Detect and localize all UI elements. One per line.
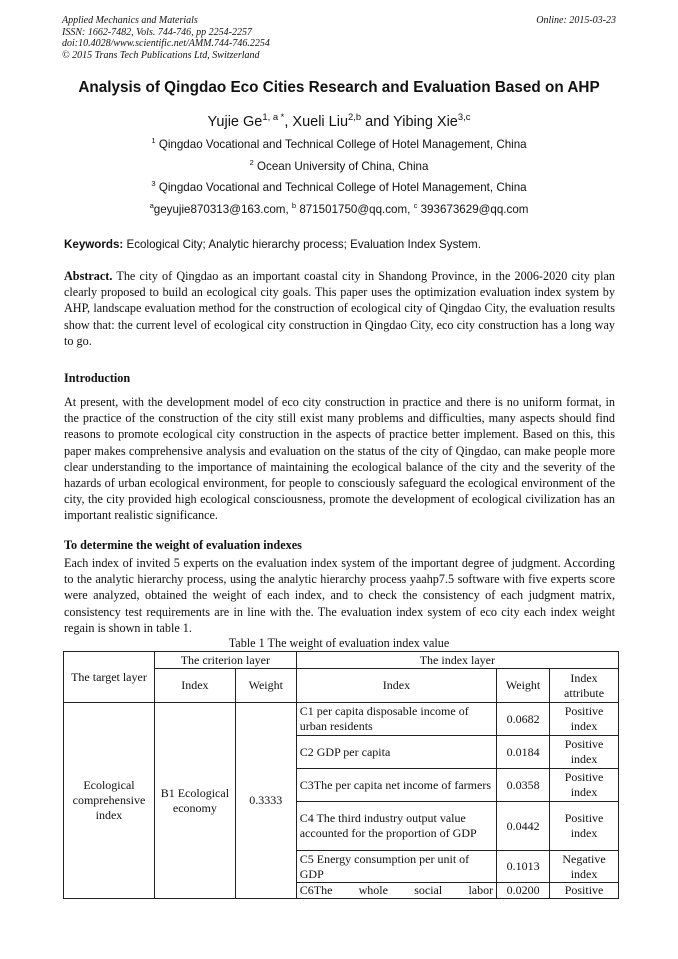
affiliation-text: Qingdao Vocational and Technical College of Hotel Management, China <box>158 138 527 151</box>
email-superscript: c <box>413 201 418 211</box>
author-superscript: 2,b <box>348 111 362 123</box>
attribute-cell: Positive index <box>550 802 619 851</box>
online-date: Online: 2015-03-23 <box>536 15 616 26</box>
section-heading-weights: To determine the weight of evaluation indexes <box>64 538 302 552</box>
email-address[interactable]: 871501750@qq.com <box>299 203 408 216</box>
attribute-cell: Positive index <box>550 703 619 736</box>
weight-cell: 0.1013 <box>497 851 550 883</box>
header-criterion-layer: The criterion layer <box>154 652 296 669</box>
index-cell: C3The per capita net income of farmers <box>296 769 496 802</box>
affiliation <box>0 138 678 151</box>
criterion-index-cell: B1 Ecological economy <box>154 703 235 899</box>
header-criterion-weight: Weight <box>235 669 296 703</box>
attribute-cell: Positive <box>550 883 619 899</box>
index-cell: C2 GDP per capita <box>296 736 496 769</box>
author-separator: and <box>365 114 394 130</box>
header-index-layer: The index layer <box>296 652 618 669</box>
weight-table <box>63 651 619 899</box>
journal-name: Applied Mechanics and Materials <box>62 15 198 26</box>
table-header-row <box>64 652 619 669</box>
abstract-label: Abstract. <box>64 269 113 283</box>
index-cell: C1 per capita disposable income of urban residents <box>296 703 496 736</box>
email-superscript: b <box>291 201 297 211</box>
keywords-label: Keywords: <box>64 238 124 251</box>
criterion-weight-cell: 0.3333 <box>235 703 296 899</box>
weight-cell: 0.0682 <box>497 703 550 736</box>
abstract-text: The city of Qingdao as an important coastal city in Shandong Province, in the 2006-2020 city plan clearly proposed to build an ecological city goals. This paper uses the optimization evaluation index system by AHP, landscape evaluation method for the construction of ecological city of Qingdao City, the evaluation results show that: the current level of ecological city construction in Qingdao City, eco city construction has a long way to go. <box>64 269 616 348</box>
affiliation <box>0 181 678 194</box>
section-heading-introduction: Introduction <box>64 371 131 385</box>
running-header <box>62 15 616 61</box>
header-index-attribute: Index attribute <box>550 669 619 703</box>
header-weight: Weight <box>497 669 550 703</box>
email-address[interactable]: geyujie870313@163.com <box>153 203 286 216</box>
weights-paragraph: Each index of invited 5 experts on the evaluation index system of the important degree of judgment. According to the analytic hierarchy process, using the analytic hierarchy process yaahp7.5 software with five experts score were analyzed, obtained the weight of each index, and to check the consistency of each judgment matrix, consistency test requirements are in line with the. The evaluation index system of eco city each index weight regain is shown in table 1. <box>64 556 615 635</box>
copyright-line: © 2015 Trans Tech Publications Ltd, Switzerland <box>62 49 260 61</box>
author-superscript: 1, a * <box>262 111 285 123</box>
weight-cell: 0.0442 <box>497 802 550 851</box>
weight-cell: 0.0184 <box>497 736 550 769</box>
introduction-paragraph: At present, with the development model of eco city construction in practice and there is no uniform format, in the practice of the construction of the city still exist many problems and difficulties, many aspects should find reasons to promote ecological city construction in the aspects of practice better implement. Based on this, this paper makes comprehensive analysis and evaluation on the status of the city of Qingdao, can make people more clear understanding to the importance of maintaining the ecological balance of the city and the severity of the hazards of urban ecological environment, for people to consciously safeguard the ecological environment of the city, the city provided high ecological consciousness, promote the development of ecological civilization has an important realistic significance. <box>64 395 615 523</box>
author-name: Xueli Liu <box>292 114 349 130</box>
affiliation-text: Qingdao Vocational and Technical College of Hotel Management, China <box>158 181 527 194</box>
attribute-cell: Positive index <box>550 736 619 769</box>
table-caption: Table 1 The weight of evaluation index value <box>228 636 450 650</box>
affiliation-number: 3 <box>151 179 156 189</box>
affiliation-text: Ocean University of China, China <box>257 160 429 173</box>
index-cell: C4 The third industry output value accounted for the proportion of GDP <box>296 802 496 851</box>
affiliation <box>0 160 678 173</box>
affiliation-number: 1 <box>151 136 156 146</box>
keywords-text: Ecological City; Analytic hierarchy process; Evaluation Index System. <box>126 238 481 251</box>
email-address[interactable]: 393673629@qq.com <box>420 203 529 216</box>
weight-cell: 0.0200 <box>497 883 550 899</box>
email-superscript: a <box>149 201 154 211</box>
keywords <box>64 238 481 251</box>
attribute-cell: Positive index <box>550 769 619 802</box>
author-separator: , <box>284 114 293 130</box>
author-name: Yujie Ge <box>207 114 263 130</box>
header-target-layer: The target layer <box>64 652 155 703</box>
paper-title: Analysis of Qingdao Eco Cities Research and Evaluation Based on AHP <box>78 79 600 96</box>
table-row <box>64 703 619 736</box>
author-line <box>0 111 678 130</box>
author-superscript: 3,c <box>457 111 471 123</box>
email-line: $^a$geyujie870313@163.com, $^b$ 871501750@qq.com, $^c$ 393673629@qq.com <box>149 201 529 216</box>
affiliation-number: 2 <box>249 158 254 168</box>
header-index: Index <box>296 669 496 703</box>
target-cell: Ecological comprehensive index <box>64 703 155 899</box>
header-criterion-index: Index <box>154 669 235 703</box>
issn-line: ISSN: 1662-7482, Vols. 744-746, pp 2254-2257 <box>62 26 252 38</box>
attribute-cell: Negative index <box>550 851 619 883</box>
index-cell: C6The whole social labor <box>296 883 496 899</box>
author-name: Yibing Xie <box>393 114 458 130</box>
index-cell: C5 Energy consumption per unit of GDP <box>296 851 496 883</box>
weight-cell: 0.0358 <box>497 769 550 802</box>
abstract <box>64 268 615 349</box>
doi-line: doi:10.4028/www.scientific.net/AMM.744-746.2254 <box>62 38 270 49</box>
